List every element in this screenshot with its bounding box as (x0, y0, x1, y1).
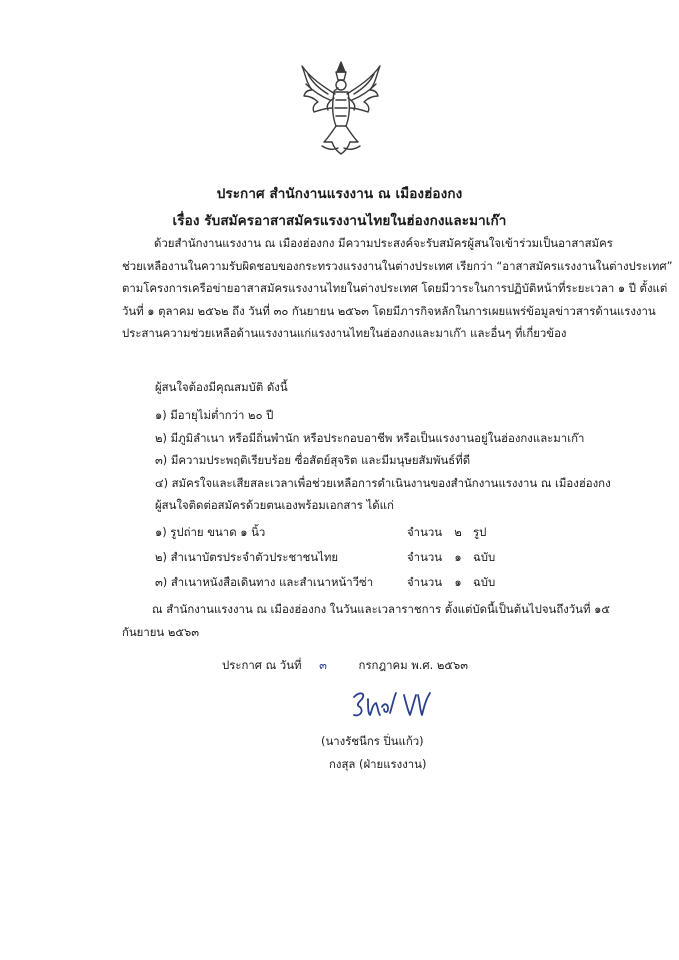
qualification-item: ๑) มีอายุไม่ต่ำกว่า ๒๐ ปี (155, 408, 274, 422)
document-row (155, 570, 495, 595)
document-label: ๒) สำเนาบัตรประจำตัวประชาชนไทย (155, 550, 339, 564)
qualifications-heading: ผู้สนใจต้องมีคุณสมบัติ ดังนี้ (155, 380, 288, 394)
announcement-date (222, 657, 468, 675)
document-unit: ฉบับ (473, 550, 496, 564)
intro-line: ด้วยสำนักงานแรงงาน ณ เมืองฮ่องกง มีความประสงค์จะรับสมัครผู้สนใจเข้าร่วมเป็นอาสาสมัคร (154, 236, 613, 250)
intro-line: ประสานความช่วยเหลือด้านแรงงานแก่แรงงานไทยในฮ่องกงและมาเก๊า และอื่นๆ ที่เกี่ยวข้อง (122, 326, 567, 341)
document-label: ๓) สำเนาหนังสือเดินทาง และสำเนาหน้าวีซ่า (155, 575, 374, 589)
intro-line: ตามโครงการเครือข่ายอาสาสมัครแรงงานไทยในต่างประเทศ โดยมีวาระในการปฏิบัติหน้าที่ระยะเวลา ๑ ปี ตั้งแต่ (122, 281, 668, 296)
document-qty: ๑ (454, 550, 462, 564)
document-unit: ฉบับ (473, 575, 496, 589)
documents-heading: ผู้สนใจติดต่อสมัครด้วยตนเองพร้อมเอกสาร ได้แก่ (155, 498, 394, 512)
signer-position: กงสุล (ฝ่ายแรงงาน) (329, 757, 427, 771)
qualifications-list (155, 404, 611, 494)
date-prefix: ประกาศ ณ วันที่ (222, 658, 302, 672)
document-row (155, 520, 495, 545)
document-unit: รูป (473, 525, 487, 539)
date-day: ๓ (319, 658, 327, 672)
document-qty-word: จำนวน (407, 525, 443, 539)
document-qty: ๑ (454, 575, 462, 589)
intro-line: วันที่ ๑ ตุลาคม ๒๕๖๒ ถึง วันที่ ๓๐ กันยายน ๒๕๖๓ โดยมีภารกิจหลักในการเผยแพร่ข้อมูลข่าวสารด้านแรงงาน (122, 303, 656, 318)
signature-image (346, 685, 436, 725)
document-row (155, 545, 495, 570)
document-qty-word: จำนวน (407, 575, 443, 589)
qualification-item: ๒) มีภูมิลำเนา หรือมีถิ่นพำนัก หรือประกอบอาชีพ หรือเป็นแรงงานอยู่ในฮ่องกงและมาเก๊า (155, 430, 585, 445)
qualification-item: ๓) มีความประพฤติเรียบร้อย ซื่อสัตย์สุจริต และมีมนุษยสัมพันธ์ที่ดี (155, 453, 471, 468)
signer-name: (นางรัชนีกร ปิ่นแก้ว) (321, 734, 424, 748)
garuda-emblem-icon (298, 60, 384, 156)
intro-line: ช่วยเหลืองานในความรับผิดชอบของกระทรวงแรงงานในต่างประเทศ เรียกว่า “อาสาสมัครแรงงานในต่างประเทศ” (122, 258, 673, 273)
intro-paragraph (122, 232, 673, 345)
date-month-year: กรกฎาคม พ.ศ. ๒๕๖๓ (358, 658, 468, 672)
document-qty: ๒ (454, 525, 462, 539)
announcement-subject: เรื่อง รับสมัครอาสาสมัครแรงงานไทยในฮ่องกงและมาเก๊า (172, 213, 507, 229)
location-paragraph (122, 598, 618, 643)
location-line: กันยายน ๒๕๖๓ (122, 624, 199, 639)
document-qty-word: จำนวน (407, 550, 443, 564)
location-line: ณ สำนักงานแรงงาน ณ เมืองฮ่องกง ในวันและเวลาราชการ ตั้งแต่บัดนี้เป็นต้นไปจนถึงวันที่ ๑๕ (152, 602, 610, 616)
documents-list (155, 520, 495, 595)
document-label: ๑) รูปถ่าย ขนาด ๑ นิ้ว (155, 525, 266, 539)
announcement-title: ประกาศ สำนักงานแรงงาน ณ เมืองฮ่องกง (216, 186, 463, 202)
qualification-item: ๔) สมัครใจและเสียสละเวลาเพื่อช่วยเหลือการดำเนินงานของสำนักงานแรงงาน ณ เมืองฮ่องกง (155, 475, 611, 490)
